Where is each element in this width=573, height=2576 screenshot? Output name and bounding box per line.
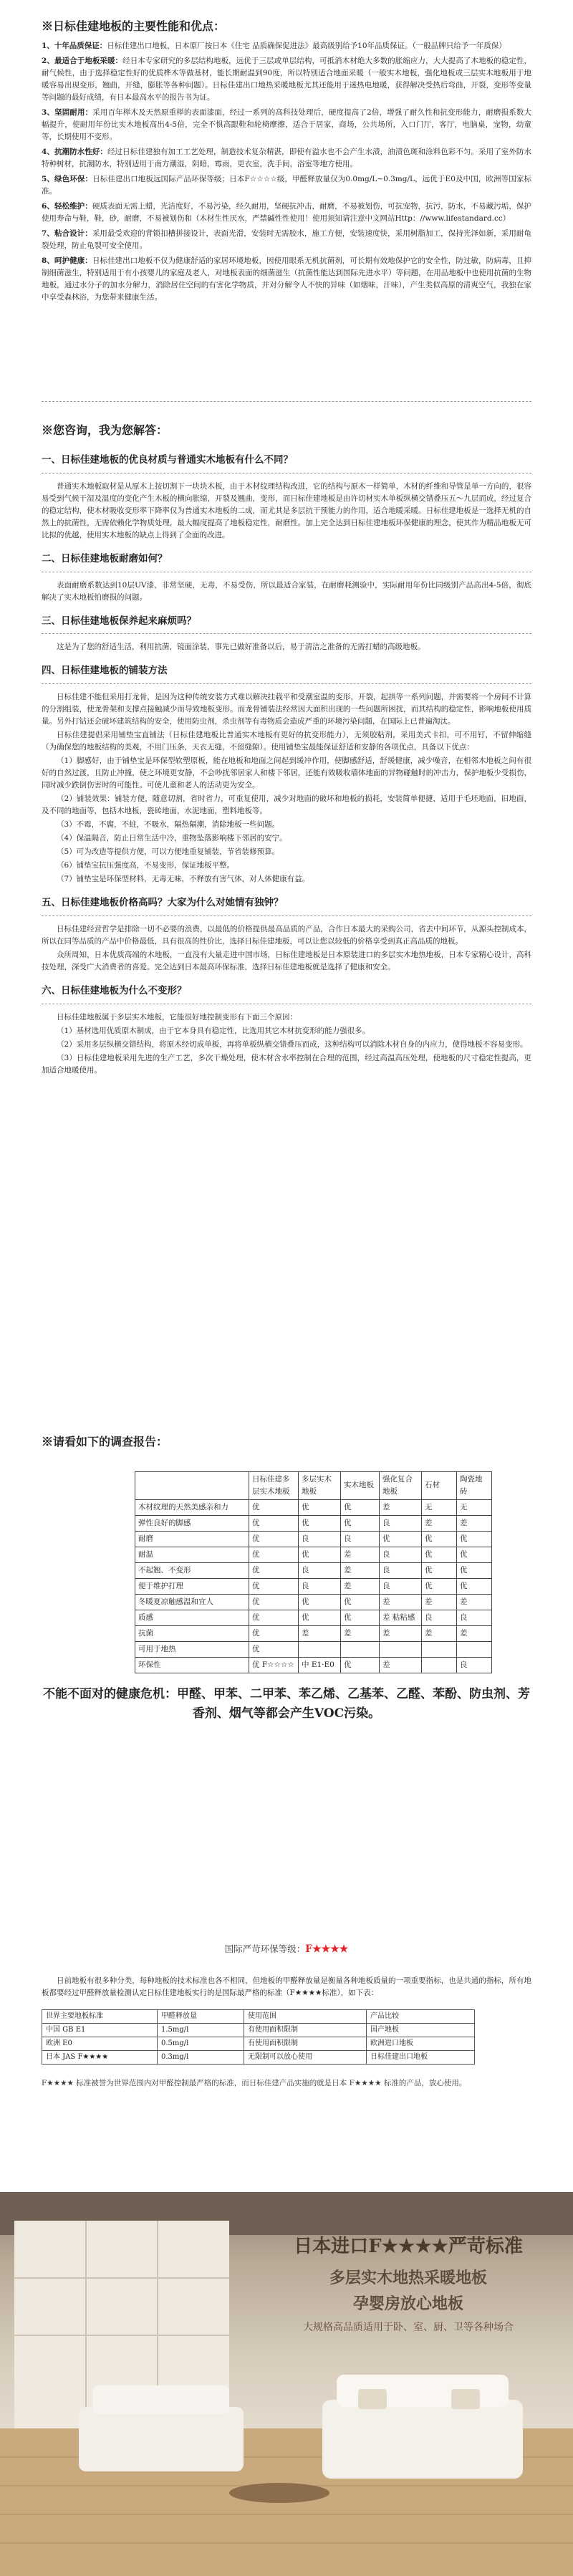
qa-heading: 四、日标佳建地板的铺装方法 <box>42 663 531 684</box>
feature-lead: 7、粘合设计： <box>42 229 92 238</box>
env-section <box>42 1941 531 2091</box>
survey-cell: 差 <box>341 1578 380 1594</box>
qa-section <box>42 552 531 604</box>
survey-cell: 无 <box>457 1499 492 1515</box>
env-table-cell: 日本 JAS F★★★★ <box>42 2051 158 2065</box>
feature-lead: 1、十年品质保证： <box>42 41 107 50</box>
env-grade: F★★★★ <box>305 1943 349 1955</box>
ask-title: ※您咨询，我为您解答： <box>42 423 168 437</box>
survey-cell: 优 <box>341 1594 380 1610</box>
survey-cell: 优 <box>422 1531 457 1547</box>
feature-item <box>42 40 531 52</box>
survey-cell: 不起翘、不变形 <box>135 1562 249 1578</box>
survey-header-cell: 陶瓷地砖 <box>457 1471 492 1499</box>
feature-text: 采用百年榉木及天然原重榉的表面漆面，经过一系列的高科技处理后，硬度提高了2倍，增强了耐久性和抗变形能力，耐磨损系数大幅提升，使耐用年份比实木地板高出4-5倍，完全不惧高跟鞋和轮椅摩擦，适合于居家，商场，公共场所，入口门厅，客厅，电脑桌，宠物，幼童等，长期使用不变形。 <box>42 107 531 141</box>
qa-paragraph: 日标佳建不能但采用打龙骨，是因为这种传统安装方式难以解决挂载平和受潮室温的变形，开裂，起拱等一系列问题，并需要将一个房间不计算的分割组装，使龙骨架和支撑点接触减少而导致地板变形。而龙骨铺装法经常因大面积出现的一些问题所困扰，而其结构的稳定性，影响地板使用质量。另外打钻还会破坏建筑结构的安全，使用防虫剂，杀虫剂等有毒物质会造成严重的环境污染问题，在国际上已普遍淘汰。 <box>42 693 531 726</box>
survey-cell: 冬暖夏凉触感温和宜人 <box>135 1594 249 1610</box>
env-table-cell: 日标佳建出口地板 <box>367 2051 475 2065</box>
survey-cell: 优 <box>249 1562 299 1578</box>
survey-row <box>135 1578 492 1594</box>
env-table-cell: 有使用面积限制 <box>244 2037 367 2051</box>
survey-cell: 木材纹理的天然美感亲和力 <box>135 1499 249 1515</box>
qa-heading: 六、日标佳建地板为什么不变形？ <box>42 984 531 1004</box>
features-title: ※日标佳建地板的主要性能和优点： <box>42 19 226 33</box>
survey-cell: 便于维护打理 <box>135 1578 249 1594</box>
survey-row <box>135 1499 492 1515</box>
qa-heading: 三、日标佳建地板保养起来麻烦吗？ <box>42 614 531 635</box>
survey-row <box>135 1657 492 1673</box>
survey-cell: 环保性 <box>135 1657 249 1673</box>
feature-lead: 3、坚固耐用： <box>42 107 93 117</box>
survey-cell: 优 <box>341 1499 380 1515</box>
survey-cell: 优 <box>249 1515 299 1531</box>
survey-cell: 差 <box>422 1594 457 1610</box>
survey-cell: 差 <box>380 1594 422 1610</box>
qa-paragraph: （1）脚感好，由于铺垫宝是环保型软塑原板，能在地板和地面之间起到缓冲作用，使脚感舒适，舒缓健康，减少噪音，在相邻木地板之间有很好的自然过渡，且防止冲撞，使之环境更安静，不会吵扰邻居家人和楼下邻居，还能有效吸收墙体地面的异物碰触时的冲击力，保护地板少受损伤，同时减少跌倒伤害时的可能性。可使儿童和老人的活动更为安全。 <box>42 756 531 790</box>
survey-cell: 良 <box>380 1578 422 1594</box>
env-title-text: 国际严苛环保等级： <box>224 1943 306 1954</box>
promo-banner <box>0 2192 573 2576</box>
survey-cell: 良 <box>380 1547 422 1562</box>
qa-paragraph: 普通实木地板取材是从原木上按切割下一块块木板，由于木材纹理结构改进，它的结构与原木一样简单，木材的纤维和导管是单一方向的，很容易受到气候干湿及温度的变化产生木板的横向胀缩，开裂及翘曲，变形，而日标佳建地板是由许切材实木单板纵横交错叠压五～九层而成，经过复合的稳定结构，使木材吸收变形率下降率仅为普通实木地板的二成，而尤其是多层抗干预能力的作用，适合地暖采暖。日标佳建地板是一选择无机的自然上的抗菌性，无需依赖化学物质处理，最大幅度提高了地板稳定性，耐磨性。加上完全达到日标佳建地板环保健康的理念，使其作为精品地板无可比拟的优越，使用实木地板的缺点上得到了全面的改进。 <box>42 481 531 539</box>
qa-paragraph: （3）不霉，不腐，不蛀，不吸水，隔热隔潮，消除地板一些问题。 <box>57 820 280 830</box>
survey-cell: 优 <box>380 1531 422 1547</box>
survey-cell: 优 <box>249 1641 299 1657</box>
survey-cell: 弹性良好的脚感 <box>135 1515 249 1531</box>
feature-item <box>42 228 531 252</box>
survey-cell <box>422 1657 457 1673</box>
env-table-cell: 无限制可以放心使用 <box>244 2051 367 2065</box>
survey-row <box>135 1641 492 1657</box>
survey-cell: 优 <box>249 1499 299 1515</box>
survey-cell: 抗菌 <box>135 1625 249 1641</box>
survey-cell: 优 <box>457 1531 492 1547</box>
banner-line1: 日本进口F★★★★严苛标准 <box>294 2236 523 2257</box>
env-table-cell: 使用范围 <box>244 2009 367 2023</box>
qa-paragraph: （1）基材选用优质原木制成，由于它本身具有稳定性，比选用其它木材抗变形的能力强很多。 <box>57 1027 370 1036</box>
survey-cell <box>380 1641 422 1657</box>
survey-cell: 优 <box>341 1657 380 1673</box>
survey-cell: 可用于地热 <box>135 1641 249 1657</box>
features-section <box>42 17 531 307</box>
env-title <box>42 1941 531 1958</box>
env-table-cell: 1.5mg/l <box>158 2023 244 2037</box>
qa-section <box>42 984 531 1077</box>
survey-cell: 良 <box>341 1531 380 1547</box>
env-standard-table <box>42 2009 475 2065</box>
survey-title: ※请看如下的调查报告： <box>42 1435 168 1448</box>
qa-section <box>42 895 531 974</box>
survey-header-cell: 强化复合地板 <box>380 1471 422 1499</box>
survey-cell: 良 <box>299 1578 341 1594</box>
feature-text: 硬质表面无需上蜡，光洁度好，不易污染，经久耐用，坚硬抗冲击，耐磨，不易被划伤，可抗宠物，抗污，防水，不易藏污垢，保护使用寿命与鞋，鞋，砂，耐磨，不易被划伤和（木材生性厌水，严禁碱性性使用！使用须知请注意中文网站Http：//www.lifestandard.cc） <box>42 201 532 223</box>
survey-cell: 差 <box>380 1657 422 1673</box>
survey-cell <box>299 1641 341 1657</box>
feature-item <box>42 255 531 304</box>
survey-cell: 差 <box>380 1499 422 1515</box>
survey-cell <box>341 1641 380 1657</box>
banner-line2: 多层实木地热采暖地板 <box>329 2269 487 2288</box>
survey-row <box>135 1547 492 1562</box>
survey-cell: 优 <box>457 1562 492 1578</box>
feature-item <box>42 201 531 225</box>
feature-lead: 2、最适合于地板采暖： <box>42 56 123 65</box>
banner-line4: 大规格高品质适用于卧、室、厨、卫等各种场合 <box>303 2322 514 2334</box>
survey-row <box>135 1515 492 1531</box>
survey-cell: 优 <box>457 1578 492 1594</box>
survey-header-cell <box>135 1471 249 1499</box>
survey-cell: 优 <box>299 1547 341 1562</box>
survey-cell: 中 E1·E0 <box>299 1657 341 1673</box>
env-footnote: F★★★★ 标准被誉为世界范围内对甲醛控制最严格的标准，而日标佳建产品实施的就是日本 F★★★★ 标准的产品，放心使用。 <box>42 2079 467 2088</box>
feature-text: 采用最受欢迎的背锁扣槽拼接设计，表面光滑，安装时无需胶水，施工方便，安装速度快，采用树脂加工，保持光泽如新，采用耐龟裂处理，防止龟裂可安全使用。 <box>42 229 532 250</box>
survey-cell: 差 <box>457 1625 492 1641</box>
health-warning: 不能不面对的健康危机：甲醛、甲苯、二甲苯、苯乙烯、乙基苯、乙醛、苯酚、防虫剂、芳香剂、烟气等都会产生VOC污染。 <box>43 1686 530 1721</box>
survey-cell: 良 <box>299 1562 341 1578</box>
survey-cell: 良 <box>457 1610 492 1625</box>
survey-row <box>135 1531 492 1547</box>
survey-cell: 优 <box>341 1610 380 1625</box>
survey-cell: 差 <box>457 1594 492 1610</box>
survey-cell: 良 <box>457 1657 492 1673</box>
survey-cell: 差 <box>341 1562 380 1578</box>
env-table-cell: 国产地板 <box>367 2023 475 2037</box>
divider <box>42 401 531 402</box>
qa-section <box>42 663 531 885</box>
survey-cell: 优 <box>422 1562 457 1578</box>
survey-cell: 优 <box>299 1499 341 1515</box>
env-table-row <box>42 2037 475 2051</box>
survey-cell: 优 <box>422 1578 457 1594</box>
survey-row <box>135 1594 492 1610</box>
survey-cell: 差 <box>457 1515 492 1531</box>
feature-text: 日标佳建出口地板，日本原厂按日本《住宅 品质确保促进法》最高级别给予10年品质保证。（一般品牌只给予一年质保） <box>107 41 506 50</box>
qa-paragraph: （3）日标佳建地板采用先进的生产工艺，多次干燥处理，使木材含水率控制在合理的范围，经过高温高压处理，使地板的尺寸稳定性提高，更加适合地暖使用。 <box>42 1054 531 1075</box>
qa-section <box>42 614 531 654</box>
qa-heading: 二、日标佳建地板耐磨如何？ <box>42 552 531 572</box>
survey-cell: 优 <box>422 1547 457 1562</box>
qa-paragraph: 众所周知，日本优质高端的木地板，一直没有大量走进中国市场，日标佳建地板是日本原装进口的多层实木地热地板，日本专家精心设计，高科技处理，深受广大消费者的喜爱。完全达到日本最高环保标准，选择日标佳建地板就是选择了健康和安全。 <box>42 951 531 972</box>
survey-cell: 差 粘粘感 <box>380 1610 422 1625</box>
env-table-cell: 中国 GB E1 <box>42 2023 158 2037</box>
survey-row <box>135 1610 492 1625</box>
survey-cell: 耐磨 <box>135 1531 249 1547</box>
survey-cell: 耐温 <box>135 1547 249 1562</box>
survey-cell: 差 <box>341 1547 380 1562</box>
survey-header-cell: 多层实木地板 <box>299 1471 341 1499</box>
env-intro: 日前地板有很多种分类，每种地板的技术标准也各不相同，但地板的甲醛释放量是衡量各种地板质量的一项重要指标，也是共通的指标，所有地板都要经过甲醛释放量检测认定日标佳建地板实行的是国际最严格的标准（F★★★★标准），如下表： <box>42 1976 531 1997</box>
env-table-cell: 欧洲 E0 <box>42 2037 158 2051</box>
qa-paragraph: （2）采用多层纵横交错结构，将原木经切成单板，再将单板纵横交错叠压而成，这种结构可以消除木材自身的内应力，使得地板不容易变形。 <box>57 1040 528 1049</box>
qa-paragraph: 日标佳建经营哲学是排除一切不必要的浪费，以最低的价格提供最高品质的产品，合作日本最大的采购公司，省去中间环节，从源头控制成本，所以在同等品质的产品中价格最低，具有很高的性价比，选择日标佳建地板，可以让您以较低的价格享受到真正高品质的地板。 <box>42 925 531 946</box>
ask-list <box>42 453 531 1077</box>
feature-item <box>42 107 531 143</box>
qa-section <box>42 453 531 542</box>
survey-section <box>42 1433 531 1724</box>
features-list <box>42 40 531 304</box>
qa-heading: 一、日标佳建地板的优良材质与普通实木地板有什么不同？ <box>42 453 531 474</box>
survey-cell: 优 F☆☆☆☆ <box>249 1657 299 1673</box>
survey-cell: 优 <box>249 1594 299 1610</box>
survey-row <box>135 1562 492 1578</box>
env-table-cell: 世界主要地板标准 <box>42 2009 158 2023</box>
banner-line3: 孕婴房放心地板 <box>352 2294 463 2313</box>
env-table-cell: 甲醛释放量 <box>158 2009 244 2023</box>
survey-cell: 质感 <box>135 1610 249 1625</box>
survey-cell: 差 <box>299 1625 341 1641</box>
qa-paragraph: （5）可为改造等提供方便，可以方便地重复铺装，节省装修预算。 <box>57 847 280 857</box>
env-table-cell: 有使用面积限制 <box>244 2023 367 2037</box>
survey-cell <box>457 1641 492 1657</box>
survey-cell: 良 <box>380 1562 422 1578</box>
qa-paragraph: 表面耐磨系数达到10层UV漆，非常坚硬，无毒，不易受伤，所以最适合家装，在耐磨耗测验中，实际耐用年份比同级别产品高出4-5倍，彻底解决了实木地板怕磨损的问题。 <box>42 580 531 602</box>
env-table-cell: 欧洲进口地板 <box>367 2037 475 2051</box>
survey-cell <box>422 1641 457 1657</box>
env-table-cell: 0.3mg/l <box>158 2051 244 2065</box>
survey-table <box>135 1471 492 1673</box>
survey-header-cell: 石材 <box>422 1471 457 1499</box>
qa-paragraph: （2）铺装效果：铺装方便，随意切割，省时省力，可重复使用，减少对地面的破坏和地板的损耗，安装简单便捷，适用于毛坯地面，旧地面，及不同的地面等，包括木地板，瓷砖地面，水泥地面，塑料地板等。 <box>42 794 531 816</box>
feature-item <box>42 173 531 198</box>
env-table-row <box>42 2051 475 2065</box>
ask-section <box>42 421 531 1087</box>
survey-header-cell: 实木地板 <box>341 1471 380 1499</box>
env-table-cell: 产品比较 <box>367 2009 475 2023</box>
survey-cell: 优 <box>457 1547 492 1562</box>
survey-cell: 优 <box>299 1594 341 1610</box>
feature-lead: 8、呵护健康： <box>42 256 92 265</box>
survey-cell: 差 <box>422 1625 457 1641</box>
survey-cell: 差 <box>422 1515 457 1531</box>
qa-heading: 五、日标佳建地板价格高吗？大家为什么对她情有独钟？ <box>42 895 531 916</box>
survey-cell: 良 <box>299 1531 341 1547</box>
feature-text: 经过日标佳建独有加工工艺处理，制造技术复杂精湛，即使有溢水也不会产生水渍，油渍色斑和涂料色彩不匀。采用了室外防水特种树材，抗潮防水，特别适用于南方潮湿，阴暗，霉雨，更衣室，洗手间，浴室等地方使用。 <box>42 147 531 168</box>
qa-paragraph: 日标佳建地板属于多层实木地板，它能很好地控制变形有下面三个原因： <box>57 1013 297 1022</box>
survey-cell: 优 <box>249 1531 299 1547</box>
survey-cell: 良 <box>422 1610 457 1625</box>
survey-cell: 差 <box>341 1625 380 1641</box>
survey-cell: 优 <box>249 1625 299 1641</box>
survey-header-cell: 日标佳建多层实木地板 <box>249 1471 299 1499</box>
survey-cell: 优 <box>341 1515 380 1531</box>
feature-item <box>42 146 531 170</box>
env-table-row <box>42 2023 475 2037</box>
qa-paragraph: 这是为了您的舒适生活，利用抗菌，镜面涂装，事先已做好准备以后，易于清洁之准备的无需打蜡的高级地板。 <box>57 643 425 652</box>
survey-cell: 差 <box>380 1625 422 1641</box>
banner-text <box>265 2231 552 2336</box>
env-table-row <box>42 2009 475 2023</box>
feature-item <box>42 55 531 104</box>
survey-cell: 良 <box>380 1515 422 1531</box>
feature-lead: 5、绿色环保： <box>42 174 93 183</box>
qa-paragraph: 日标佳建提倡采用铺垫宝直铺法（日标佳建地板比普通实木地板有更好的抗变形能力），无须胶粘剂，采用美式卡扣，可不用钉，不留伸缩缝（为确保您的地板结构的美观，不用门压条，天衣无缝，不留缝隙）。使用铺垫宝最能保证舒适和安静的各项优点，具备以下优点： <box>42 731 531 752</box>
qa-paragraph: （7）铺垫宝是环保型材料，无毒无味，不释放有害气体，对人体健康有益。 <box>57 875 310 884</box>
feature-lead: 4、抗潮防水性好： <box>42 147 107 156</box>
env-table-cell: 0.5mg/l <box>158 2037 244 2051</box>
feature-lead: 6、轻松维护： <box>42 201 92 211</box>
survey-cell: 优 <box>299 1515 341 1531</box>
feature-text: 日标佳建出口地板不仅为健康舒适的家居环境地板，因使用眼系无机抗菌剂，可长期有效地保护它的安全性，防过敏，防病毒，且抑制细菌滋生，特别适用于有小孩婴儿的家庭及老人，对地板表面的细菌滋生（抗菌性能达到国际先进水平）等问题，在用品地板中也使用抗菌的生物地板，通过水分子的加水分解力，消除居住空间的有害化学物质，并对分解令人不快的异味（如烟味，汗味），产生类似高原的清爽空气，我独在家中享受森林浴，为您带来健康生活。 <box>42 256 532 302</box>
survey-cell: 优 <box>299 1610 341 1625</box>
feature-text: 日标佳建出口地板远国际产品环保等级；日本F☆☆☆☆级，甲醛释放量仅为0.0mg/L~0.3mg/L，远优于E0及中国，欧洲等国家标准。 <box>42 174 531 196</box>
survey-cell: 无 <box>422 1499 457 1515</box>
qa-paragraph: （4）保温隔音，防止日常生活中冷，重物坠落影响楼下邻居的安宁。 <box>57 834 287 843</box>
survey-cell: 优 <box>249 1578 299 1594</box>
survey-cell: 优 <box>249 1610 299 1625</box>
qa-paragraph: （6）铺垫宝抗压强度高，不易变形，保证地板平整。 <box>57 861 235 870</box>
feature-text: 经日本专家研究的多层结构地板，远优于三层或单层结构，可抵消木材绝大多数的胀缩应力，大大提高了木地板的稳定性，耐气候性，由于选择稳定性好的优质桦木等做基材，能长期耐温到90度，所以特别适合地面采暖（一般实木地板，强化地板或三层实木地板用于地暖容易出现变形，翘曲，开缝，膨胀等各种问题）。日标佳建出口地热采暖地板尤其还能用于迷热电地暖，获得解决受热后弯曲，开裂，变形等变量等问题的最好成绩，有日本最高水平的报告书为证。 <box>42 56 532 102</box>
survey-row <box>135 1625 492 1641</box>
survey-cell: 优 <box>249 1547 299 1562</box>
